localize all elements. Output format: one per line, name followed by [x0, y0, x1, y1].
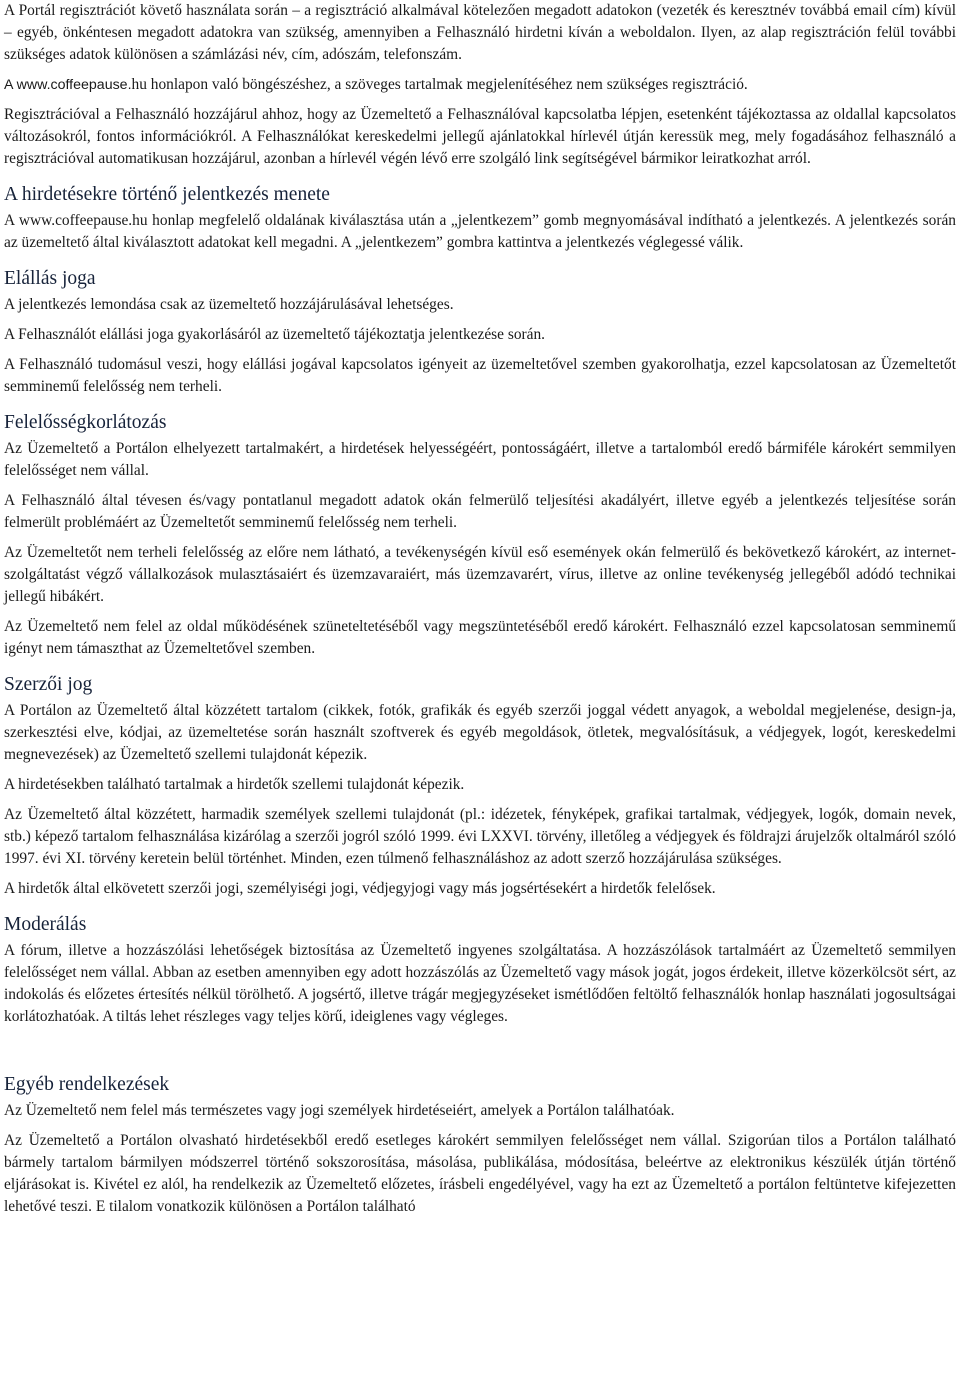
moderalas-paragraph-1: A fórum, illetve a hozzászólási lehetőségek biztosítása az Üzemeltető ingyenes szolgáltatása. A hozzászólások tartalmáért az Üzemeltető semmilyen felelősséget nem vállal. Abban az esetben amennyiben egy adott hozzászólás az Üzemeltető vagy mások jogát, jogos érdekeit, illetve közerkölcsöt sért, az indokolás és előzetes értesítés nélkül törölhető. A jogsértő, illetve trágár megjegyzéseket ismétlődően feltöltő felhasználók honlap használati jogosultságai korlátozhatóak. A tiltás lehet részleges vagy teljes körű, ideiglenes vagy végleges. — [4, 942, 956, 1025]
document-page — [4, 0, 956, 1218]
heading-felelosseg: Felelősségkorlátozás — [4, 412, 167, 433]
egyeb-paragraph-1: Az Üzemeltető nem felel más természetes vagy jogi személyek hirdetéseiért, amelyek a Portálon találhatóak. — [4, 1102, 675, 1119]
heading-hirdetes: A hirdetésekre történő jelentkezés menete — [4, 184, 330, 205]
heading-elallas: Elállás joga — [4, 268, 96, 289]
elallas-paragraph-3: A Felhasználó tudomásul veszi, hogy elállási jogával kapcsolatos igényeit az üzemeltetővel szemben gyakorolhatja, ezzel kapcsolatosan az Üzemeltetőt semminemű felelősség nem terheli. — [4, 356, 956, 395]
egyeb-paragraph-2: Az Üzemeltető a Portálon olvasható hirdetésekből eredő esetleges károkért semmilyen felelősséget nem vállal. Szigorúan tilos a Portálon található bármely tartalom bármilyen módszerrel történő sokszorosítása, másolása, publikálása, módosítása, beleértve az elektronikus készülék útján történő eljárásokat is. Kivétel ez alól, ha rendelkezik az Üzemeltető előzetes, írásbeli engedélyével, vagy ha ezt az Üzemeltető a portálon feltüntetve kifejezetten lehetővé teszi. E tilalom vonatkozik különösen a Portálon található — [4, 1132, 956, 1215]
intro-paragraph-registration-data: A Portál regisztrációt követő használata során – a regisztráció alkalmával kötelezően megadott adatokon (vezeték és keresztnév továbbá email cím) kívül – egyéb, önkéntesen megadott adatokra van szükség, amennyiben a Felhasználó hirdetni kíván a weboldalon. Ilyen, az alap regisztráción felül további szükséges adatok különösen a számlázási név, cím, adószám, telefonszám. — [4, 2, 956, 63]
heading-moderalas: Moderálás — [4, 914, 87, 935]
heading-egyeb-rendelkezesek: Egyéb rendelkezések — [4, 1074, 170, 1095]
heading-szerzoi-jog: Szerzői jog — [4, 674, 93, 695]
szerzoi-paragraph-3: Az Üzemeltető által közzétett, harmadik személyek szellemi tulajdonát (pl.: idézetek, fényképek, grafikai tartalmak, védjegyek, logók, domain nevek, stb.) képező tartalom felhasználása kizárólag a szerzői jogról szóló 1999. évi LXXVI. törvény, illetőleg a védjegyek és földrajzi árujelzők oltalmáról szóló 1997. évi XI. törvény keretein belül történhet. Minden, ezen túlmenő felhasználáshoz az adott szerző hozzájárulása szükséges. — [4, 806, 956, 867]
felelosseg-paragraph-3: Az Üzemeltetőt nem terheli felelősség az előre nem látható, a tevékenységén kívül eső események okán felmerülő és bekövetkező károkért, az internet-szolgáltatást végző vállalkozások mulasztásaiért és üzemzavaraiért, más üzemzavarért, vírus, illetve az online tevékenység jellegéből adódó technikai jellegű hibákért. — [4, 544, 956, 605]
szerzoi-paragraph-4: A hirdetők által elkövetett szerzői jogi, személyiségi jogi, védjegyjogi vagy más jogsértésekért a hirdetők felelősek. — [4, 880, 716, 897]
felelosseg-paragraph-1: Az Üzemeltető a Portálon elhelyezett tartalmakért, a hirdetések helyességéért, pontosságáért, illetve a tartalomból eredő bármiféle károkért semmilyen felelősséget nem vállal. — [4, 440, 956, 479]
felelosseg-paragraph-2: A Felhasználó által tévesen és/vagy pontatlanul megadott adatok okán felmerülő teljesítési akadályért, illetve egyéb a jelentkezés teljesítése során felmerült problémáért az Üzemeltetőt semminemű felelősség nem terheli. — [4, 492, 956, 531]
szerzoi-paragraph-1: A Portálon az Üzemeltető által közzétett tartalom (cikkek, fotók, grafikák és egyéb szerzői joggal védett anyagok, a weboldal megjelenése, design-ja, szerkesztési elve, kódjai, az üzemeltetése során használt szoftverek és egyéb megoldások, ötletek, megvalósításuk, a védjegyek, logót, kereskedelmi megnevezések) az Üzemeltető szellemi tulajdonát képezik. — [4, 702, 956, 763]
felelosseg-paragraph-4: Az Üzemeltető nem felel az oldal működésének szüneteltetéséből vagy megszüntetéséből eredő károkért. Felhasználó ezzel kapcsolatosan semminemű igényt nem támaszthat az Üzemeltetővel szemben. — [4, 618, 956, 657]
hirdetes-paragraph-1: A www.coffeepause.hu honlap megfelelő oldalának kiválasztása után a „jelentkezem” gomb megnyomásával indítható a jelentkezés. A jelentkezés során az üzemeltető által kiválasztott adatokat kell megadni. A „jelentkezem” gombra kattintva a jelentkezés véglegessé válik. — [4, 212, 956, 251]
browsing-text: hu honlapon való böngészéshez, a szöveges tartalmak megjelenítéséhez nem szükséges regisztráció. — [131, 76, 748, 93]
intro-paragraph-browsing — [4, 74, 956, 96]
intro-paragraph-consent: Regisztrációval a Felhasználó hozzájárul ahhoz, hogy az Üzemeltető a Felhasználóval kapcsolatba lépjen, esetenként tájékoztassa az oldallal kapcsolatos változásokról, fontos információkról. A Felhasználókat kereskedelmi jellegű ajánlatokkal hírlevél útján keressük meg, mely fogadásához felhasználó a regisztrációval automatikusan hozzájárul, azonban a hírlevél végén lévő erre szolgáló link segítségével bármikor leiratkozhat arról. — [4, 106, 956, 167]
szerzoi-paragraph-2: A hirdetésekben található tartalmak a hirdetők szellemi tulajdonát képezik. — [4, 776, 465, 793]
elallas-paragraph-2: A Felhasználót elállási joga gyakorlásáról az üzemeltető tájékoztatja jelentkezése során. — [4, 326, 546, 343]
elallas-paragraph-1: A jelentkezés lemondása csak az üzemeltető hozzájárulásával lehetséges. — [4, 296, 454, 313]
website-address-prefix: A www.coffeepause. — [4, 77, 132, 93]
